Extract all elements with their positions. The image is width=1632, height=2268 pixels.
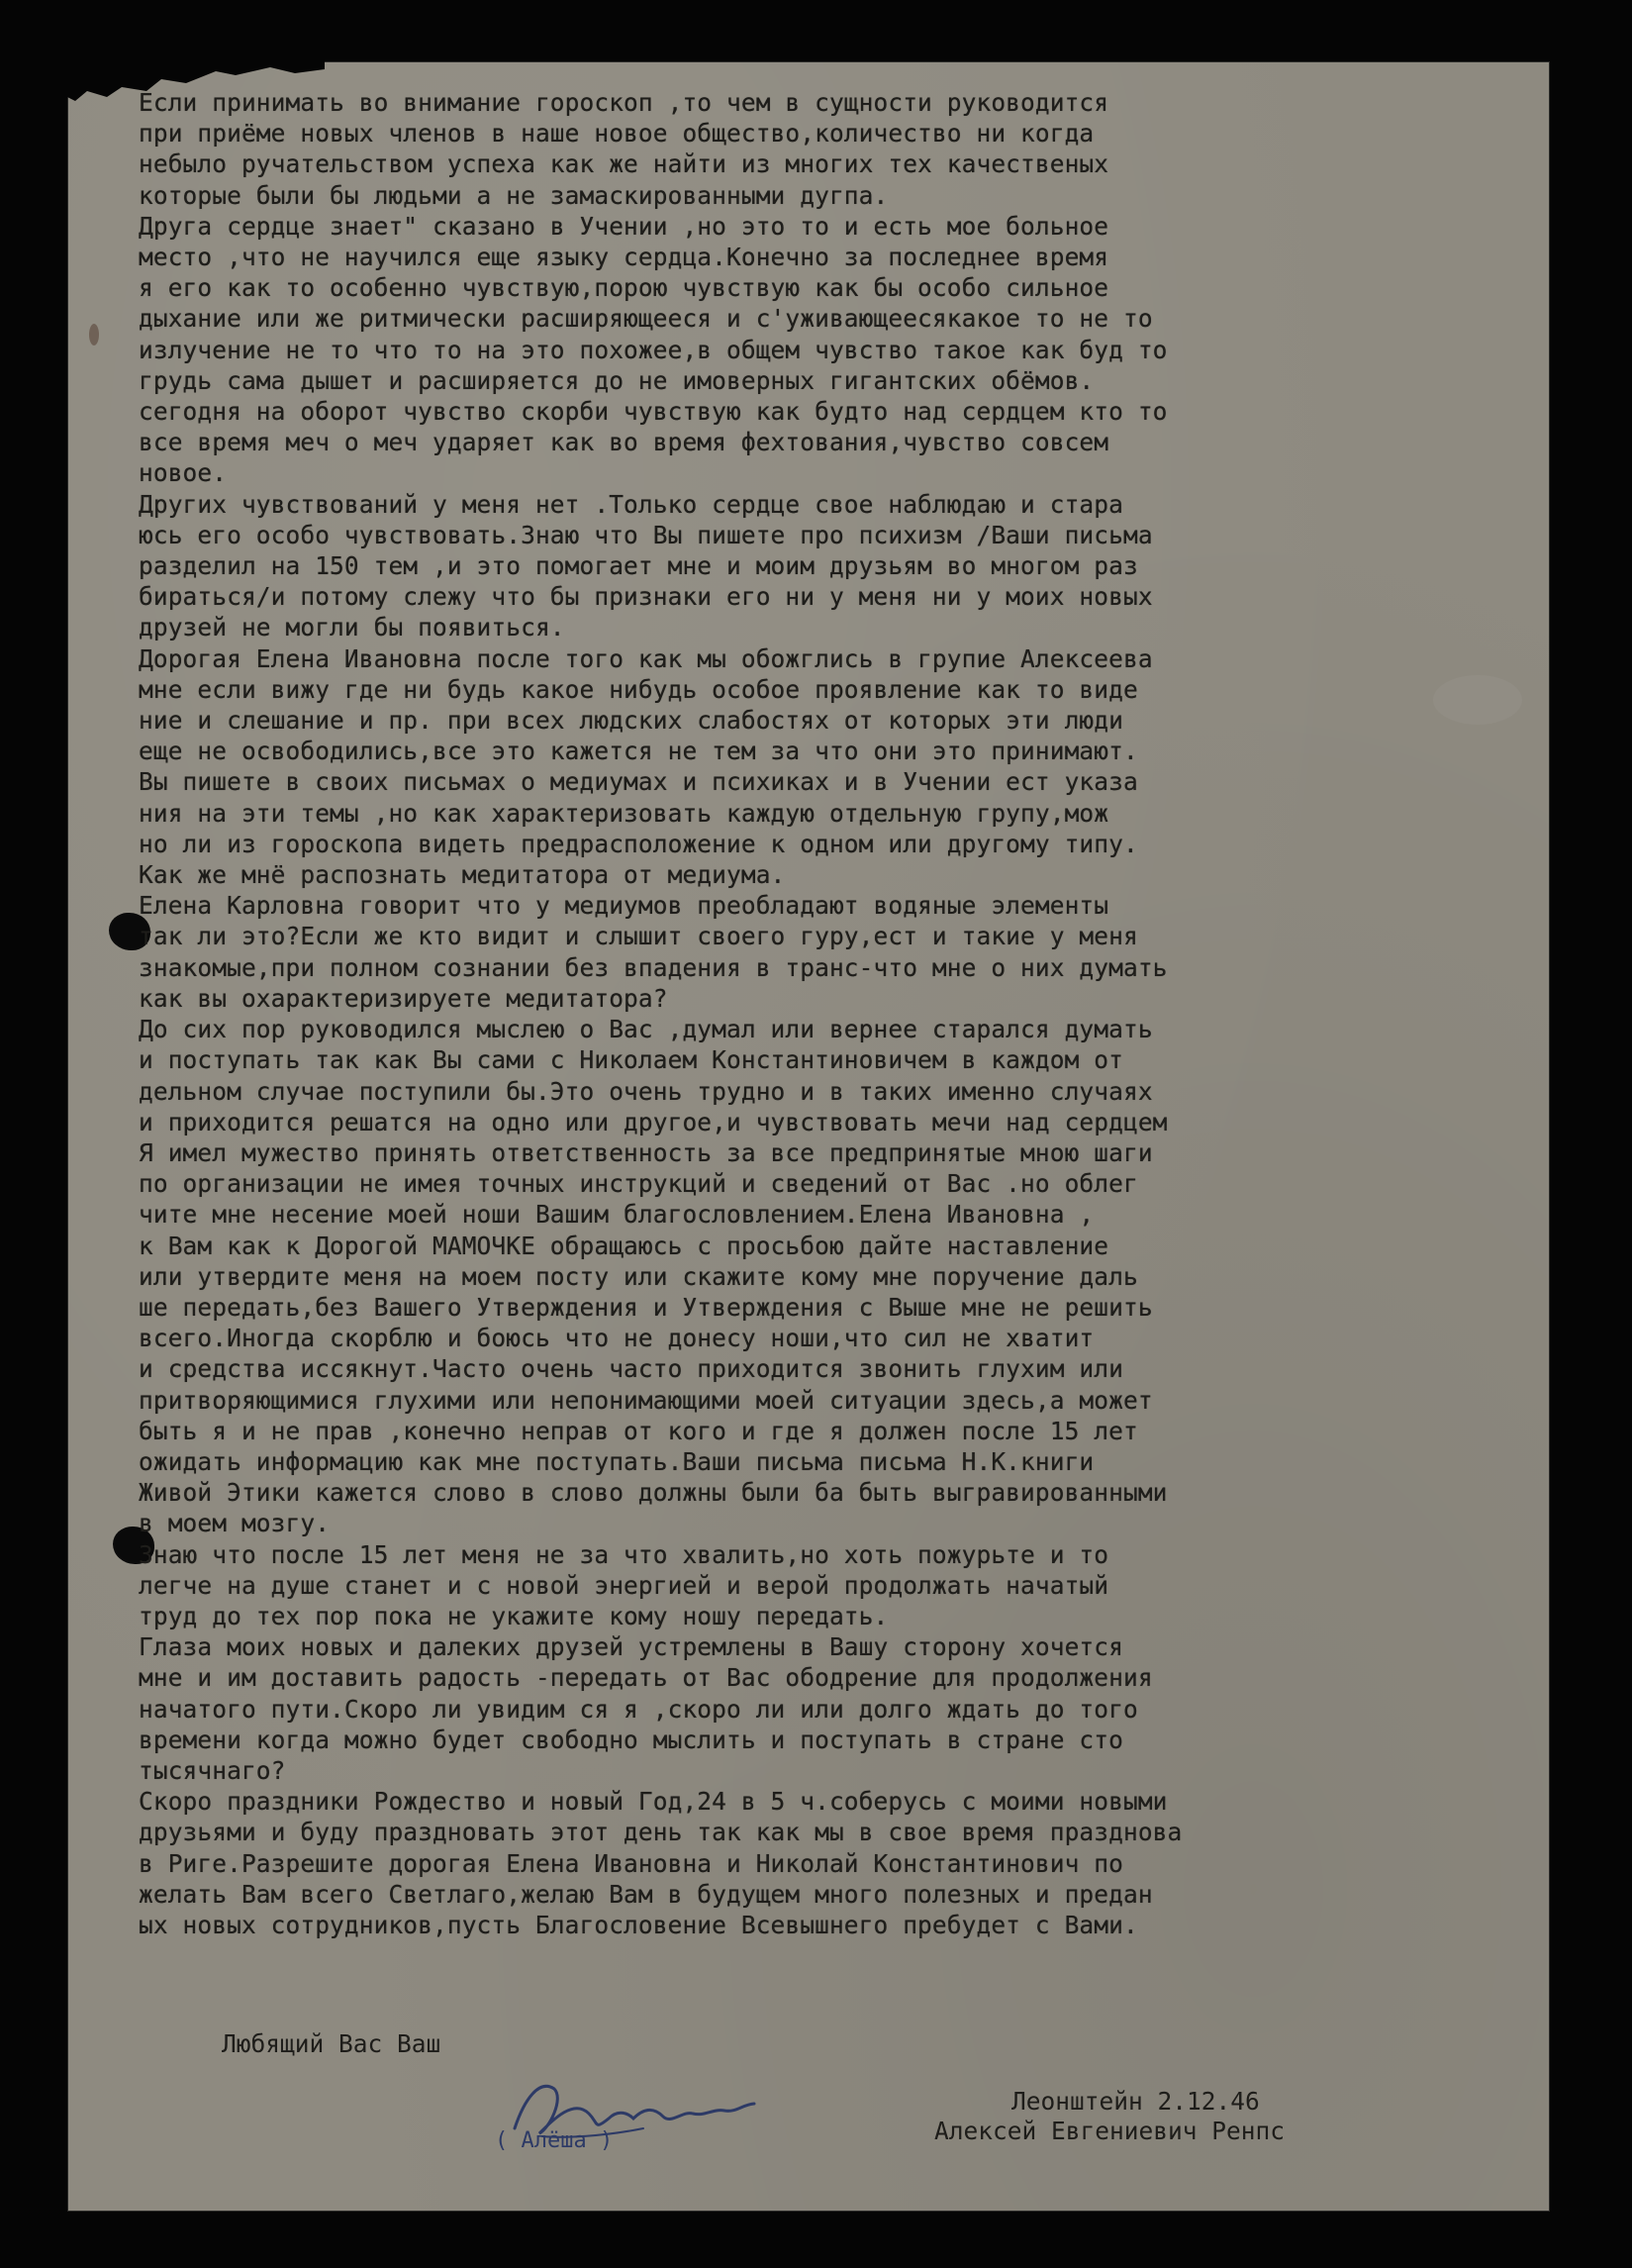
letter-line: чите мне несение моей ноши Вашим благословлением.Елена Ивановна , — [139, 1200, 1095, 1230]
letter-line: Дорогая Елена Ивановна после того как мы обожглись в групие Алексеева — [139, 643, 1153, 673]
letter-line: и поступать так как Вы сами с Николаем Константиновичем в каждом от — [139, 1045, 1123, 1075]
letter-line: друзьями и буду праздновать этот день так как мы в свое время празднова — [139, 1818, 1183, 1847]
letter-line: разделил на 150 тем ,и это помогает мне и моим друзьям во многом раз — [139, 551, 1138, 581]
letter-line: Вы пишете в своих письмах о медиумах и психиках и в Учении ест указа — [139, 767, 1138, 797]
letter-line: которые были бы людьми а не замаскированными дугпа. — [139, 180, 889, 210]
letter-line: или утвердите меня на моем посту или скажите кому мне поручение даль — [139, 1261, 1138, 1291]
letter-line: я его как то особенно чувствую,порою чувствую как бы особо сильное — [139, 273, 1109, 303]
letter-line: Друга сердце знает" сказано в Учении ,но это то и есть мое больное — [139, 211, 1109, 241]
letter-line: ния на эти темы ,но как характеризовать каждую отдельную групу,мож — [139, 798, 1109, 828]
place-and-date: Леонштейн 2.12.46 — [1011, 2087, 1260, 2116]
letter-line: так ли это?Если же кто видит и слышит своего гуру,ест и такие у меня — [139, 922, 1138, 951]
handwritten-signature — [495, 2059, 831, 2178]
letter-line: начатого пути.Скоро ли увидим ся я ,скоро ли или долго ждать до того — [139, 1694, 1138, 1724]
letter-line: Как же мнё распознать медитатора от медиума. — [139, 860, 786, 890]
letter-line: излучение не то что то на это похожее,в общем чувство такое как буд то — [139, 335, 1168, 364]
letter-line: бираться/и потому слежу что бы признаки его ни у меня ни у моих новых — [139, 582, 1153, 612]
letter-body — [139, 87, 1524, 1940]
letter-line: До сих пор руководился мыслею о Вас ,думал или вернее старался думать — [139, 1015, 1153, 1044]
letter-line: Других чувствований у меня нет .Только сердце свое наблюдаю и стара — [139, 489, 1123, 519]
letter-line: небыло ручательством успеха как же найти из многих тех качественых — [139, 149, 1109, 179]
letter-line: еще не освободились,все это кажется не тем за что они это принимают. — [139, 737, 1138, 766]
letter-line: мне и им доставить радость -передать от Вас ободрение для продолжения — [139, 1663, 1153, 1693]
letter-line: и средства иссякнут.Часто очень часто приходится звонить глухим или — [139, 1354, 1123, 1384]
letter-line: ше передать,без Вашего Утверждения и Утверждения с Выше мне не решить — [139, 1292, 1153, 1322]
letter-line: ых новых сотрудников,пусть Благословение Всевышнего пребудет с Вами. — [139, 1910, 1138, 1939]
letter-line: мне если вижу где ни будь какое нибудь особое проявление как то виде — [139, 674, 1138, 704]
letter-line: Елена Карловна говорит что у медиумов преобладают водяные элементы — [139, 891, 1109, 921]
letter-line: место ,что не научился еще языку сердца.Конечно за последнее время — [139, 243, 1109, 272]
letter-line: сегодня на оборот чувство скорби чувствую как будто над сердцем кто то — [139, 397, 1168, 427]
letter-line: к Вам как к Дорогой МАМОЧКЕ обращаюсь с просьбою дайте наставление — [139, 1231, 1109, 1260]
letter-line: ние и слешание и пр. при всех людских слабостях от которых эти люди — [139, 706, 1123, 736]
letter-line: знакомые,при полном сознании без впадения в транс-что мне о них думать — [139, 952, 1168, 982]
letter-line: юсь его особо чувствовать.Знаю что Вы пишете про психизм /Ваши письма — [139, 520, 1153, 549]
letter-line: дыхание или же ритмически расширяющееся и с'уживающеесякакое то не то — [139, 304, 1153, 334]
letter-line: дельном случае поступили бы.Это очень трудно и в таких именно случаях — [139, 1076, 1153, 1106]
letter-line: желать Вам всего Светлаго,желаю Вам в будущем много полезных и предан — [139, 1879, 1153, 1909]
letter-line: Живой Этики кажется слово в слово должны были ба быть выгравированными — [139, 1478, 1168, 1508]
letter-line: при приёме новых членов в наше новое общество,количество ни когда — [139, 119, 1095, 148]
letter-line: тысячнаго? — [139, 1755, 286, 1785]
letter-line: Знаю что после 15 лет меня не за что хвалить,но хоть пожурьте и то — [139, 1539, 1109, 1569]
letter-line: и приходится решатся на одно или другое,и чувствовать мечи над сердцем — [139, 1107, 1168, 1136]
author-name: Алексей Евгениевич Ренпс — [934, 2117, 1286, 2145]
letter-line: всего.Иногда скорблю и боюсь что не донесу ноши,что сил не хватит — [139, 1324, 1095, 1353]
letter-line: быть я и не прав ,конечно неправ от кого и где я должен после 15 лет — [139, 1416, 1138, 1445]
letter-line: все время меч о меч ударяет как во время фехтования,чувство совсем — [139, 428, 1109, 457]
letter-line: легче на душе станет и с новой энергией и верой продолжать начатый — [139, 1570, 1109, 1600]
ink-stain — [89, 324, 99, 345]
letter-line: ожидать информацию как мне поступать.Ваши письма письма Н.К.книги — [139, 1446, 1095, 1476]
letter-line: Если принимать во внимание гороскоп ,то чем в сущности руководится — [139, 88, 1109, 117]
letter-line: времени когда можно будет свободно мыслить и поступать в стране сто — [139, 1725, 1123, 1754]
letter-line: как вы охарактеризируете медитатора? — [139, 983, 668, 1013]
letter-line: грудь сама дышет и расширяется до не имоверных гигантских обёмов. — [139, 365, 1095, 395]
letter-line: по организации не имея точных инструкций и сведений от Вас .но облег — [139, 1169, 1138, 1199]
letter-line: Я имел мужество принять ответственность за все предпринятые мною шаги — [139, 1137, 1153, 1167]
letter-line: Скоро праздники Рождество и новый Год,24 в 5 ч.соберусь с моими новыми — [139, 1787, 1168, 1817]
letter-line: новое. — [139, 458, 228, 488]
closing-phrase: Любящий Вас Ваш — [222, 2029, 441, 2058]
letter-line: Глаза моих новых и далеких друзей устремлены в Вашу сторону хочется — [139, 1632, 1123, 1662]
letter-line: в Риге.Разрешите дорогая Елена Ивановна и Николай Константинович по — [139, 1848, 1123, 1878]
letter-line: в моем мозгу. — [139, 1509, 331, 1538]
letter-line: друзей не могли бы появиться. — [139, 613, 565, 642]
letter-line: но ли из гороскопа видеть предрасположение к одном или другому типу. — [139, 829, 1138, 858]
signature-name: ( Алёша ) — [495, 2128, 614, 2153]
letter-line: труд до тех пор пока не укажите кому ношу передать. — [139, 1601, 889, 1630]
letter-line: притворяющимися глухими или непонимающими моей ситуации здесь,а может — [139, 1385, 1153, 1415]
